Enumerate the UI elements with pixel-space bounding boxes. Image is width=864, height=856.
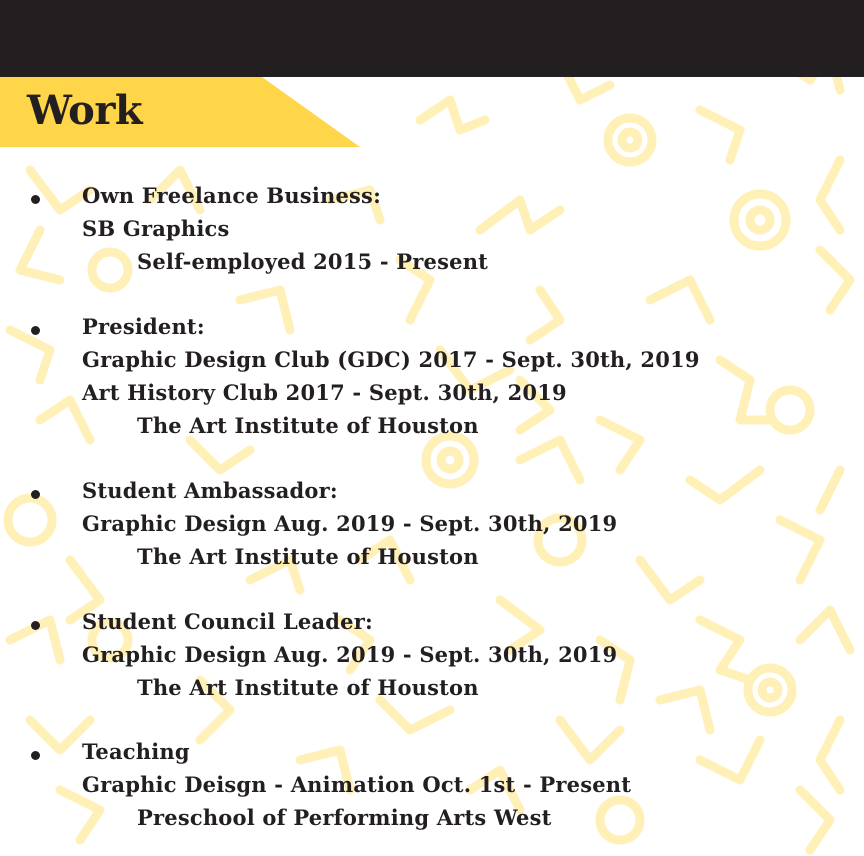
entry-detail: Graphic Design Club (GDC) 2017 - Sept. 30th, 2019 [82, 347, 700, 372]
entry-org: The Art Institute of Houston [137, 413, 479, 438]
entry-detail: Art History Club 2017 - Sept. 30th, 2019 [82, 380, 567, 405]
bullet-icon [31, 490, 40, 499]
bullet-icon [31, 621, 40, 630]
entry-role: Own Freelance Business: [82, 183, 382, 208]
bullet-icon [31, 195, 40, 204]
entry-role: Teaching [82, 739, 190, 764]
entry-role: Student Ambassador: [82, 478, 338, 503]
bullet-icon [31, 326, 40, 335]
entry-org: Preschool of Performing Arts West [137, 805, 552, 830]
entry-org: The Art Institute of Houston [137, 675, 479, 700]
entry-role: President: [82, 314, 205, 339]
bullet-icon [31, 751, 40, 760]
entry-org: The Art Institute of Houston [137, 544, 479, 569]
entry-org: Self-employed 2015 - Present [137, 249, 489, 274]
entry-detail: SB Graphics [82, 216, 230, 241]
entry-role: Student Council Leader: [82, 609, 373, 634]
section-title: Work [27, 87, 143, 134]
entry-detail: Graphic Design Aug. 2019 - Sept. 30th, 2019 [82, 642, 618, 667]
header-bar [0, 0, 864, 77]
entry-detail: Graphic Design Aug. 2019 - Sept. 30th, 2019 [82, 511, 618, 536]
entry-detail: Graphic Deisgn - Animation Oct. 1st - Present [82, 772, 632, 797]
